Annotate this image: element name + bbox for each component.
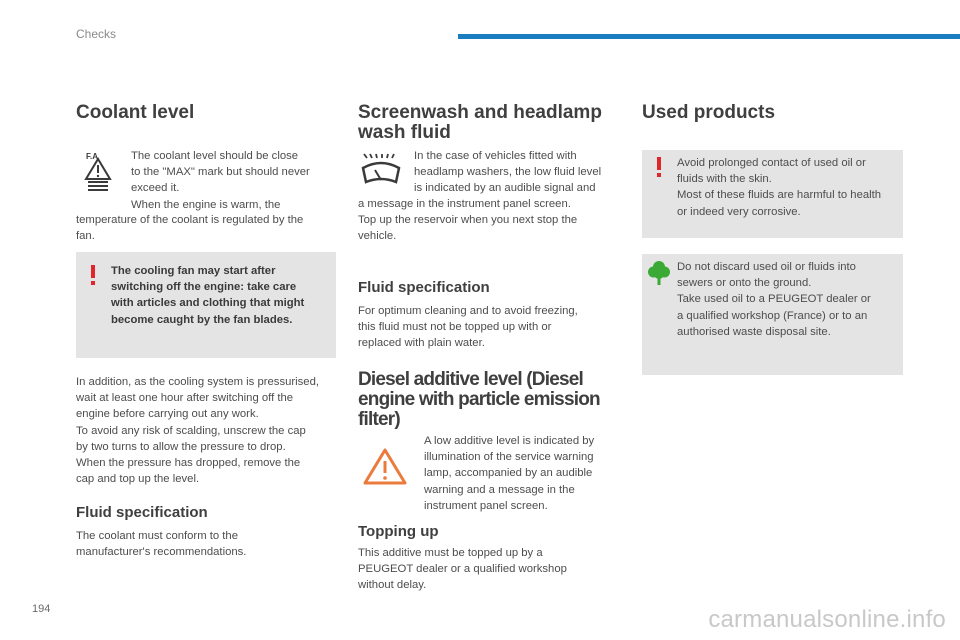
- tree-icon: [648, 260, 670, 286]
- header-accent-bar: [458, 34, 960, 39]
- coolant-fluid-spec-text: The coolant must conform to the manufacturer's recommendations.: [76, 530, 247, 559]
- used-products-warning-box: Avoid prolonged contact of used oil or fluids with the skin. Most of these fluids are harmful to health or indeed very corrosive.: [642, 150, 903, 238]
- screenwash-fluid-spec-text: For optimum cleaning and to avoid freezing, this fluid must not be topped up with or replaced with plain water.: [358, 305, 578, 350]
- topping-up-heading: Topping up: [358, 523, 439, 540]
- coolant-intro-text: The coolant level should be close to the "MAX" mark but should never exceed it. When the engine is warm, the: [131, 150, 310, 211]
- coolant-intro-text-cont: temperature of the coolant is regulated by the fan.: [76, 214, 304, 243]
- screenwash-intro-text-cont: a message in the instrument panel screen. Top up the reservoir when you next stop the vehicle.: [358, 198, 578, 243]
- diesel-additive-text: A low additive level is indicated by illumination of the service warning lamp, accompanied by an audible warning and a message in the instrument panel screen.: [424, 435, 595, 512]
- screenwash-fluid-spec-heading: Fluid specification: [358, 279, 490, 296]
- diesel-additive-heading: Diesel additive level (Diesel engine with particle emission filter): [358, 369, 600, 430]
- warning-exclamation-icon: [656, 157, 662, 177]
- watermark: carmanualsonline.info: [708, 606, 946, 633]
- coolant-warning-box: The cooling fan may start after switching off the engine: take care with articles and clothing that might become caught by the fan blades.: [76, 252, 336, 358]
- coolant-warning-icon: [84, 151, 112, 198]
- service-warning-triangle-icon: [362, 447, 408, 492]
- used-products-eco-box: Do not discard used oil or fluids into sewers or onto the ground. Take used oil to a PEUGEOT dealer or a qualified workshop (France) or to an authorised waste disposal site.: [642, 254, 903, 375]
- used-products-heading: Used products: [642, 102, 776, 123]
- topping-up-text: This additive must be topped up by a PEUGEOT dealer or a qualified workshop without delay.: [358, 547, 567, 592]
- coolant-pressure-text: In addition, as the cooling system is pressurised, wait at least one hour after switching off the engine before carrying out any work. To avoid any risk of scalding, unscrew the cap by two turns to allow the pressure to drop. When the pressure has dropped, remove the cap and top up the level.: [76, 376, 320, 486]
- screenwash-heading: Screenwash and headlamp wash fluid: [358, 102, 602, 143]
- screenwash-intro-text: In the case of vehicles fitted with headlamp washers, the low fluid level is indicated by an audible signal and: [414, 150, 602, 195]
- washer-fluid-icon: [360, 152, 402, 193]
- page-number: 194: [32, 603, 51, 615]
- coolant-fluid-spec-heading: Fluid specification: [76, 504, 208, 521]
- coolant-icon-label: F.A: [86, 152, 98, 161]
- warning-exclamation-icon: [90, 265, 96, 285]
- coolant-level-heading: Coolant level: [76, 102, 195, 123]
- section-title: Checks: [76, 27, 117, 41]
